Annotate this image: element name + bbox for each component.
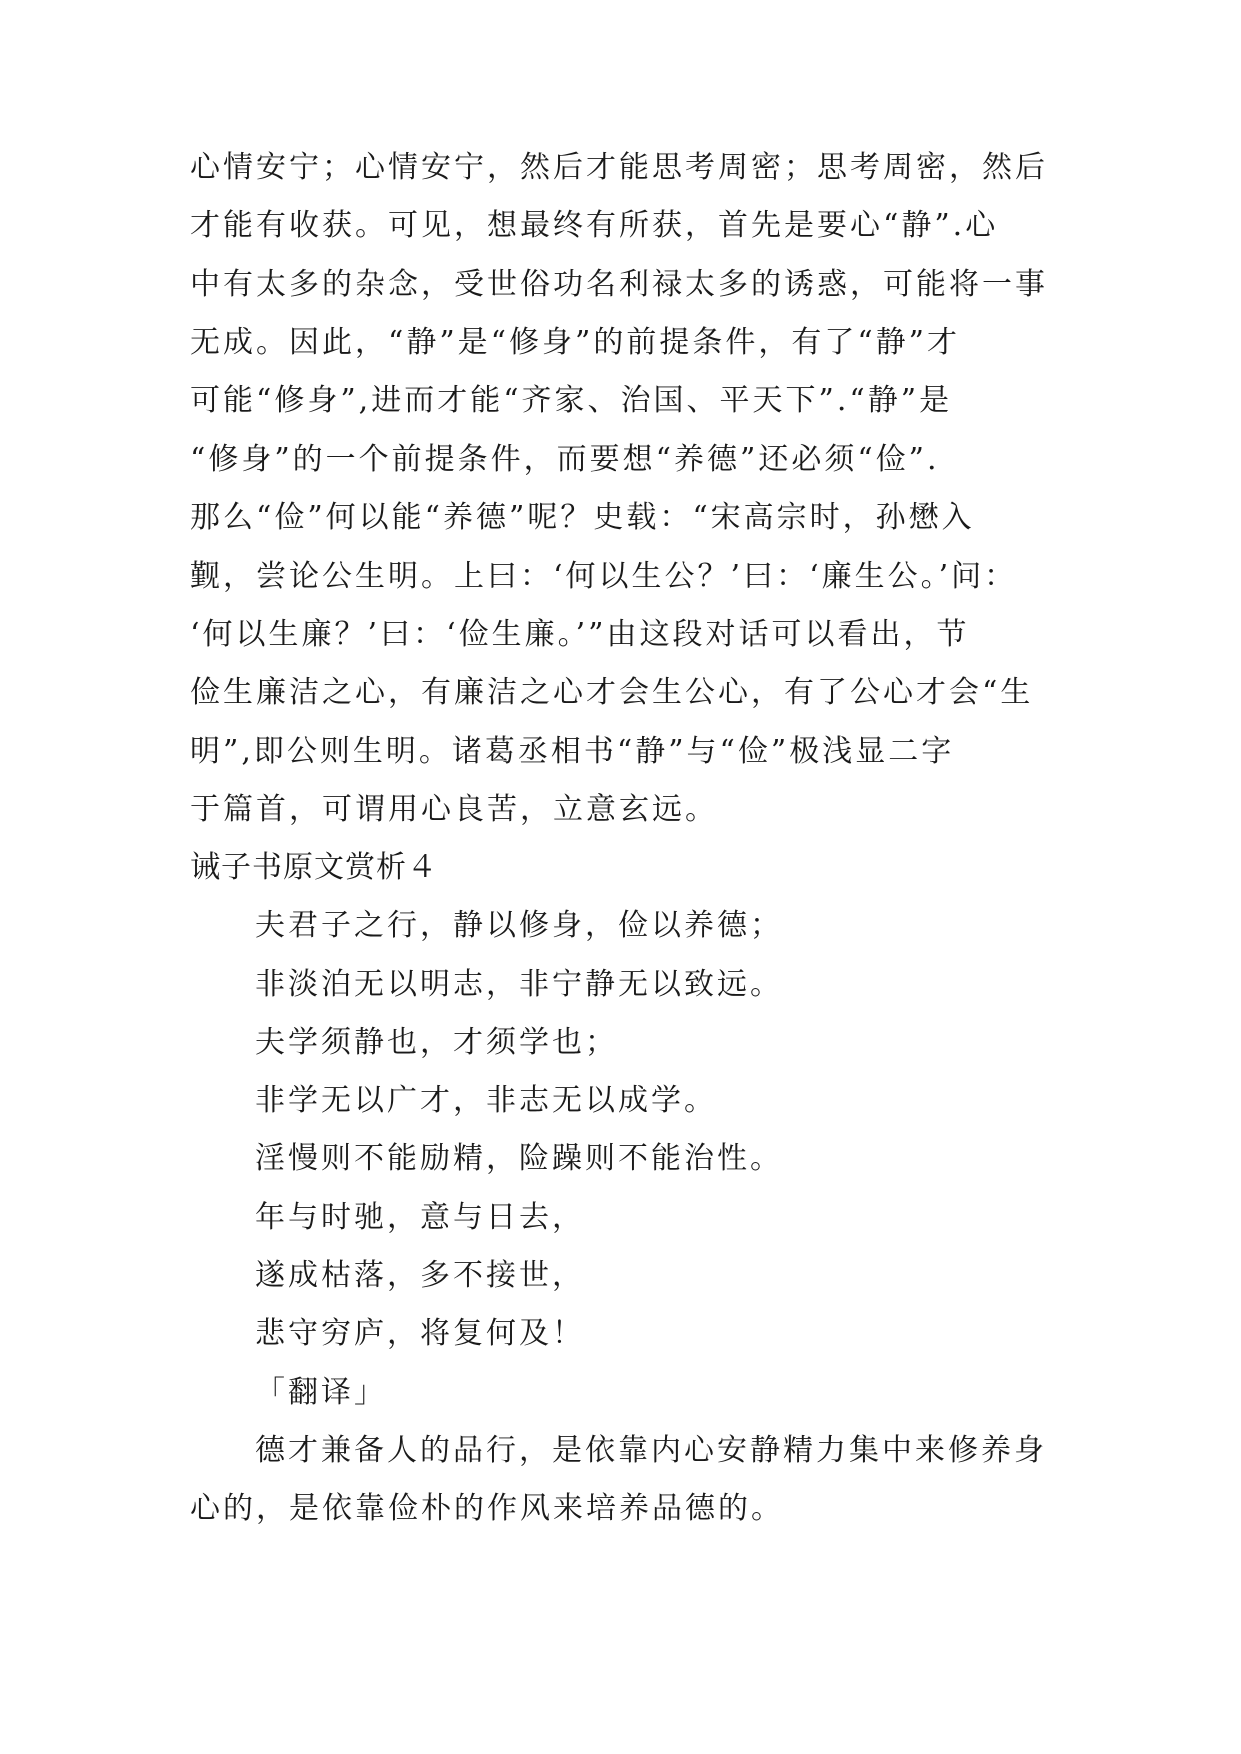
translation-line: 德才兼备人的品行，是依靠内心安静精力集中来修养身 — [255, 1433, 1047, 1468]
paragraph-line: ‘何以生廉？’曰：‘俭生廉。’”由这段对话可以看出，节 — [190, 617, 970, 652]
poem-line: 夫学须静也，才须学也； — [255, 1025, 618, 1060]
translation-label: 「翻译」 — [255, 1375, 387, 1410]
poem-line: 夫君子之行，静以修身，俭以养德； — [255, 908, 783, 943]
paragraph-line: 可能“修身”,进而才能“齐家、治国、平天下”.“静”是 — [190, 383, 953, 418]
paragraph-line: 无成。因此，“静”是“修身”的前提条件，有了“静”才 — [190, 325, 961, 360]
poem-line: 非淡泊无以明志，非宁静无以致远。 — [255, 967, 783, 1002]
paragraph-line: “修身”的一个前提条件，而要想“养德”还必须“俭”. — [190, 442, 940, 477]
paragraph-line: 才能有收获。可见，想最终有所获，首先是要心“静”.心 — [190, 208, 999, 243]
paragraph-line: 明”,即公则生明。诸葛丞相书“静”与“俭”极浅显二字 — [190, 734, 955, 769]
poem-line: 遂成枯落，多不接世， — [255, 1258, 585, 1293]
section-title: 诫子书原文赏析４ — [190, 850, 438, 885]
translation-line: 心的，是依靠俭朴的作风来培养品德的。 — [190, 1491, 784, 1526]
paragraph-line: 俭生廉洁之心，有廉洁之心才会生公心，有了公心才会“生 — [190, 675, 1034, 710]
poem-line: 年与时驰，意与日去， — [255, 1200, 585, 1235]
paragraph-line: 觐，尝论公生明。上曰：‘何以生公？’曰：‘廉生公。’问： — [190, 559, 1018, 594]
paragraph-line: 那么“俭”何以能“养德”呢？史载：“宋高宗时，孙懋入 — [190, 500, 975, 535]
paragraph-line: 心情安宁；心情安宁，然后才能思考周密；思考周密，然后 — [190, 150, 1048, 185]
poem-line: 非学无以广才，非志无以成学。 — [255, 1083, 717, 1118]
paragraph-line: 中有太多的杂念，受世俗功名利禄太多的诱惑，可能将一事 — [190, 267, 1048, 302]
paragraph-line: 于篇首，可谓用心良苦，立意玄远。 — [190, 792, 718, 827]
poem-line: 淫慢则不能励精，险躁则不能治性。 — [255, 1141, 783, 1176]
poem-line: 悲守穷庐，将复何及！ — [255, 1316, 585, 1351]
